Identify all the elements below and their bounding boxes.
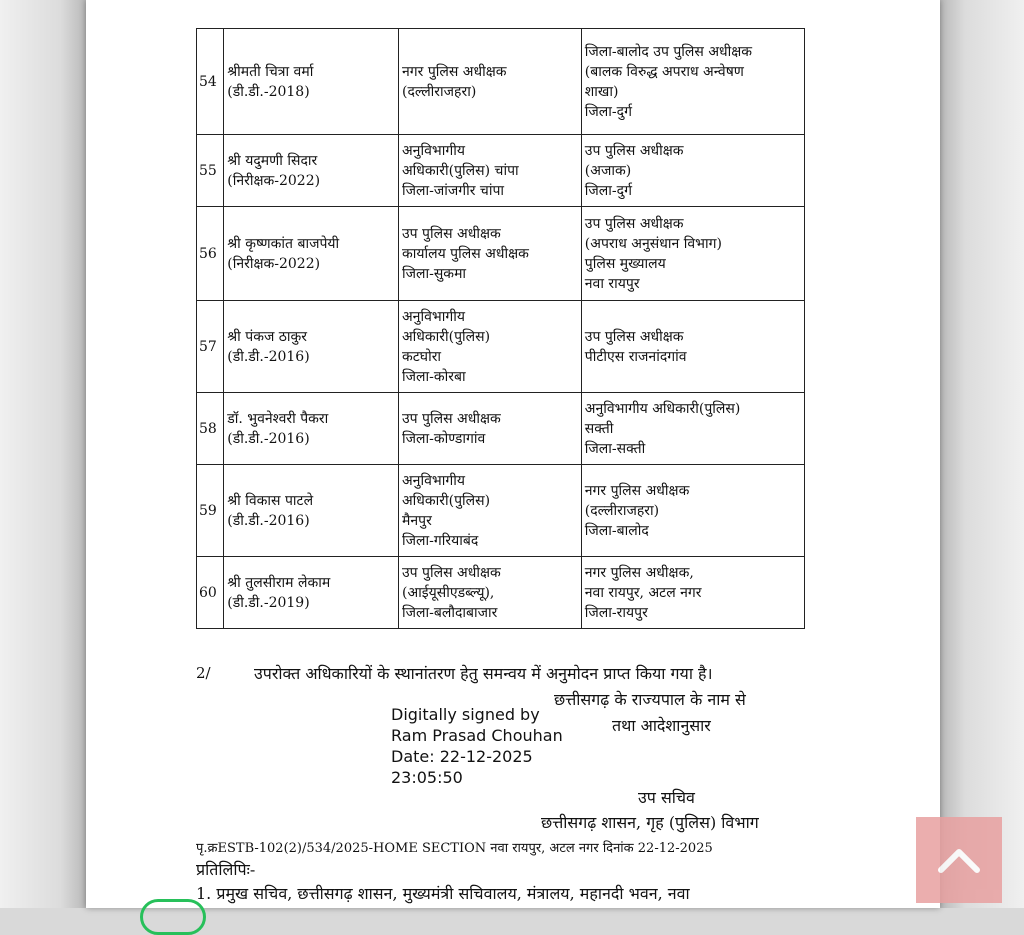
new-post-cell: अनुविभागीय अधिकारी(पुलिस) सक्ती जिला-सक्ती: [581, 393, 804, 465]
table-row: [197, 301, 805, 393]
serial-cell: 59: [197, 465, 224, 557]
table-row: [197, 557, 805, 629]
new-post-cell: नगर पुलिस अधीक्षक, नवा रायपुर, अटल नगर जिला-रायपुर: [581, 557, 804, 629]
viewer-background-left: [0, 0, 86, 908]
viewer-background-right: [940, 0, 1024, 908]
paragraph-number: 2/: [196, 664, 211, 682]
digital-signature: Digitally signed by Ram Prasad Chouhan Date: 22-12-2025 23:05:50: [391, 705, 563, 787]
new-post-cell: जिला-बालोद उप पुलिस अधीक्षक (बालक विरुद्ध अपराध अन्वेषण शाखा) जिला-दुर्ग: [581, 29, 804, 135]
current-post-cell: उप पुलिस अधीक्षक कार्यालय पुलिस अधीक्षक जिला-सुकमा: [398, 207, 581, 301]
scroll-to-top-button[interactable]: [916, 817, 1002, 903]
new-post-cell: नगर पुलिस अधीक्षक (दल्लीराजहरा) जिला-बालोद: [581, 465, 804, 557]
current-post-cell: अनुविभागीय अधिकारी(पुलिस) मैनपुर जिला-गरियाबंद: [398, 465, 581, 557]
designation: उप सचिव: [638, 788, 695, 807]
department: छत्तीसगढ़ शासन, गृह (पुलिस) विभाग: [541, 813, 759, 832]
current-post-cell: नगर पुलिस अधीक्षक (दल्लीराजहरा): [398, 29, 581, 135]
reference-line: पृ.क्रESTB-102(2)/534/2025-HOME SECTION नवा रायपुर, अटल नगर दिनांक 22-12-2025: [196, 841, 713, 856]
copy-heading: प्रतिलिपिः-: [196, 860, 256, 879]
table-row: [197, 135, 805, 207]
officer-name-cell: श्री विकास पाटले (डी.डी.-2016): [224, 465, 399, 557]
order-line-1: छत्तीसगढ़ के राज्यपाल के नाम से: [554, 690, 746, 709]
table-row: [197, 207, 805, 301]
copy-item-1: 1. प्रमुख सचिव, छत्तीसगढ़ शासन, मुख्यमंत्री सचिवालय, मंत्रालय, महानदी भवन, नवा: [196, 884, 690, 903]
serial-cell: 54: [197, 29, 224, 135]
serial-cell: 58: [197, 393, 224, 465]
new-post-cell: उप पुलिस अधीक्षक पीटीएस राजनांदगांव: [581, 301, 804, 393]
current-post-cell: अनुविभागीय अधिकारी(पुलिस) चांपा जिला-जांजगीर चांपा: [398, 135, 581, 207]
officer-name-cell: श्रीमती चित्रा वर्मा (डी.डी.-2018): [224, 29, 399, 135]
floating-indicator: [140, 899, 206, 935]
serial-cell: 60: [197, 557, 224, 629]
table-row: [197, 465, 805, 557]
current-post-cell: अनुविभागीय अधिकारी(पुलिस) कटघोरा जिला-कोरबा: [398, 301, 581, 393]
approval-paragraph: उपरोक्त अधिकारियों के स्थानांतरण हेतु समन्वय में अनुमोदन प्राप्त किया गया है।: [254, 664, 713, 683]
officer-name-cell: श्री कृष्णकांत बाजपेयी (निरीक्षक-2022): [224, 207, 399, 301]
transfer-table: [196, 28, 805, 629]
current-post-cell: उप पुलिस अधीक्षक जिला-कोण्डागांव: [398, 393, 581, 465]
serial-cell: 56: [197, 207, 224, 301]
table-row: [197, 29, 805, 135]
officer-name-cell: डॉ. भुवनेश्वरी पैकरा (डी.डी.-2016): [224, 393, 399, 465]
serial-cell: 57: [197, 301, 224, 393]
serial-cell: 55: [197, 135, 224, 207]
current-post-cell: उप पुलिस अधीक्षक (आईयूसीएडब्ल्यू), जिला-बलौदाबाजार: [398, 557, 581, 629]
officer-name-cell: श्री यदुमणी सिदार (निरीक्षक-2022): [224, 135, 399, 207]
document-page: [86, 0, 940, 908]
new-post-cell: उप पुलिस अधीक्षक (अजाक) जिला-दुर्ग: [581, 135, 804, 207]
officer-name-cell: श्री पंकज ठाकुर (डी.डी.-2016): [224, 301, 399, 393]
officer-name-cell: श्री तुलसीराम लेकाम (डी.डी.-2019): [224, 557, 399, 629]
new-post-cell: उप पुलिस अधीक्षक (अपराध अनुसंधान विभाग) पुलिस मुख्यालय नवा रायपुर: [581, 207, 804, 301]
table-row: [197, 393, 805, 465]
chevron-up-icon: [936, 845, 982, 875]
order-line-2: तथा आदेशानुसार: [612, 716, 711, 735]
